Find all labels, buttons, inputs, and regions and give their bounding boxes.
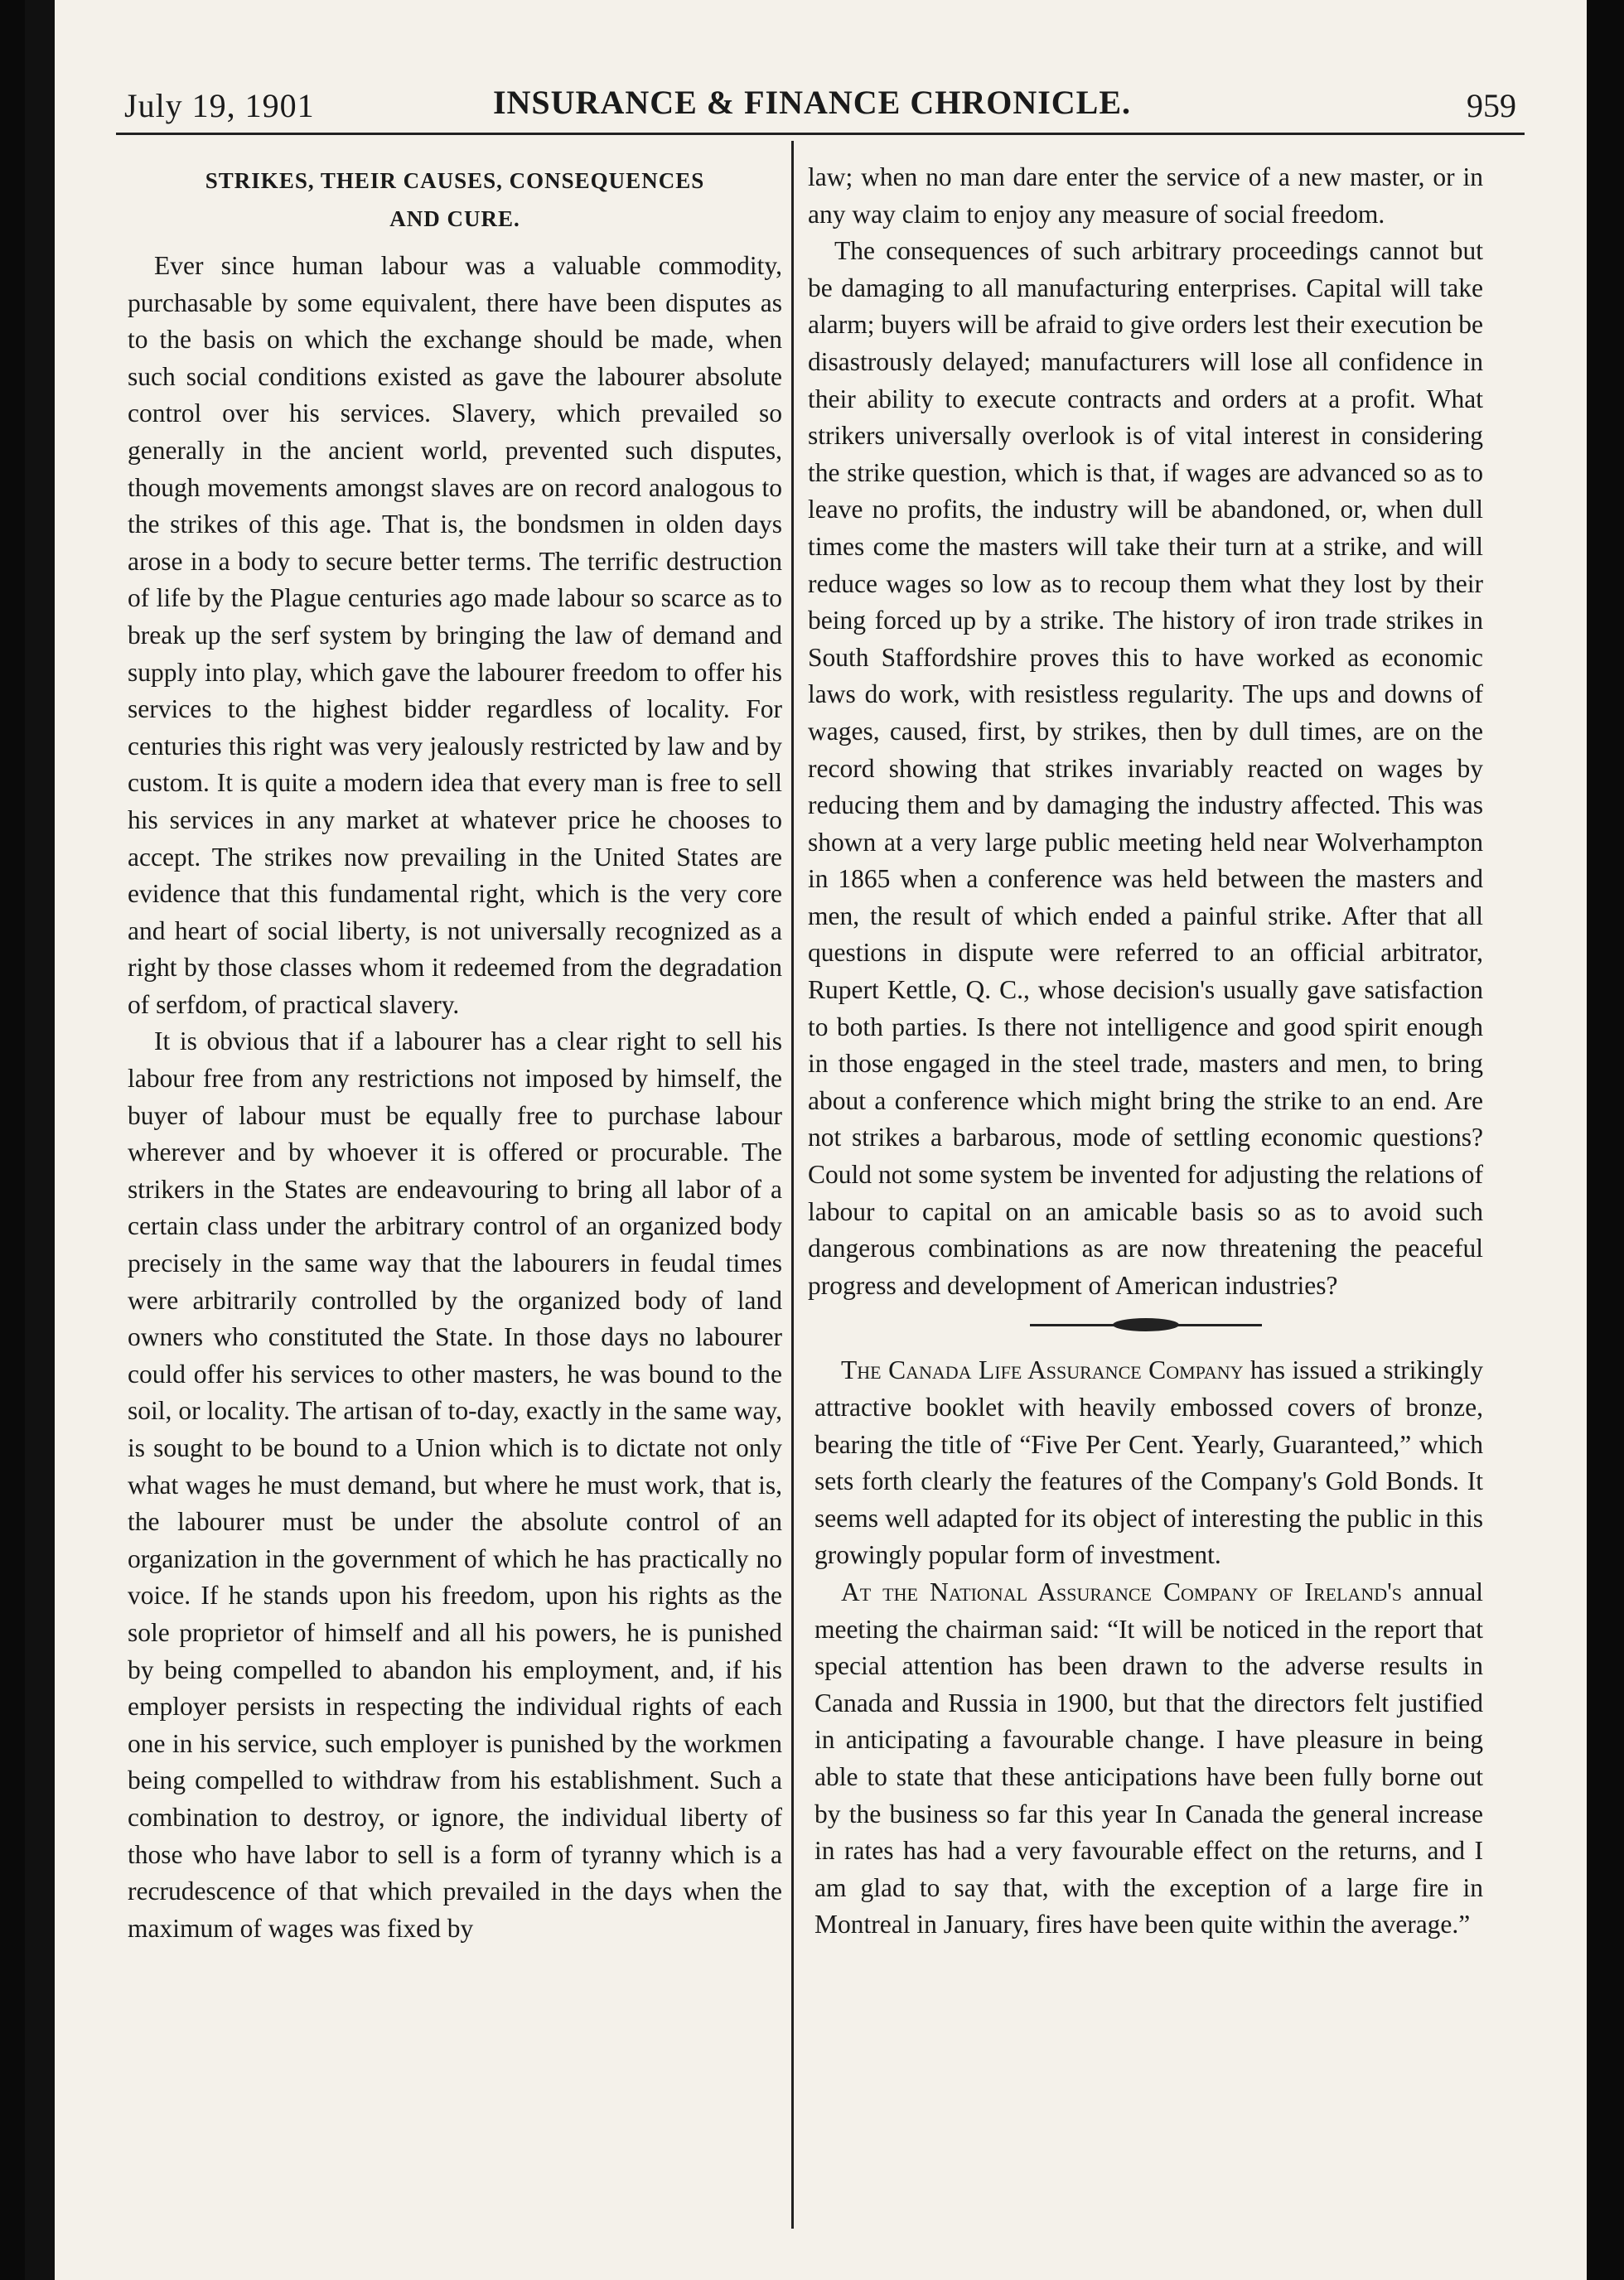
note-1-text: has issued a strikingly attractive booklet with heavily embossed covers of bronze, bearing the title of “Five Per Cent. Yearly, Guaranteed,” which sets forth clearly the features of the Company's Gold Bonds. It seems well adapted for its object of interesting the public in this growingly popular form of investment. bbox=[814, 1355, 1483, 1570]
right-column bbox=[808, 159, 1483, 1944]
publication-title: INSURANCE & FINANCE CHRONICLE. bbox=[492, 84, 1132, 121]
article-paragraph-1: Ever since human labour was a valuable commodity, purchasable by some equivalent, there have been disputes as to the basis on which the exchange should be made, when such social conditions existed as gave the labourer absolute control over his services. Slavery, which prevailed so generally in the ancient world, prevented such disputes, though movements amongst slaves are on record analogous to the strikes of this age. That is, the bondsmen in olden days arose in a body to secure better terms. The terrific destruction of life by the Plague centuries ago made labour so scarce as to break up the serf system by bringing the law of demand and supply into play, which gave the labourer freedom to offer his services to the highest bidder regardless of locality. For centuries this right was very jealously restricted by law and by custom. It is quite a modern idea that every man is free to sell his services in any market at whatever price he chooses to accept. The strikes now prevailing in the United States are evidence that this fundamental right, which is the very core and heart of social liberty, is not universally recognized as a right by those classes whom it redeemed from the degradation of serfdom, of practical slavery. bbox=[128, 251, 782, 1019]
left-column bbox=[128, 162, 782, 1947]
headline-line-2: AND CURE. bbox=[389, 206, 520, 231]
note-1-lead: The Canada Life Assurance Company bbox=[841, 1355, 1244, 1385]
page-header bbox=[91, 83, 1533, 133]
header-rule bbox=[116, 133, 1525, 135]
article-headline bbox=[128, 162, 782, 238]
page-binding-edge bbox=[25, 0, 55, 2280]
headline-line-1: STRIKES, THEIR CAUSES, CONSEQUENCES bbox=[205, 168, 705, 193]
article-paragraph-3: The consequences of such arbitrary proceedings cannot but be damaging to all manufacturing enterprises. Capital will take alarm; buyers will be afraid to give orders lest their execution be disastrously delayed; manufacturers will lose all confidence in their ability to execute contracts and orders at a profit. What strikers universally overlook is of vital interest in considering the strike question, which is that, if wages are advanced so as to leave no profits, the industry will be abandoned, or, when dull times come the masters will take their turn at a strike, and will reduce wages so low as to recoup them what they lost by their being forced up by a strike. The history of iron trade strikes in South Staffordshire proves this to have worked as economic laws do work, with resistless regularity. The ups and downs of wages, caused, first, by strikes, then by dull times, are on the record showing that strikes invariably reacted on wages by reducing them and by damaging the industry affected. This was shown at a very large public meeting held near Wolverhampton in 1865 when a conference was held between the masters and men, the result of which ended a painful strike. After that all questions in dispute were referred to an official arbitrator, Rupert Kettle, Q. C., whose decision's usually gave satisfaction to both parties. Is there not intelligence and good spirit enough in those engaged in the steel trade, masters and men, to bring about a conference which might bring the strike to an end. Are not strikes a barbarous, mode of settling economic questions? Could not some system be invented for adjusting the relations of labour to capital on an amicable basis so as to avoid such dangerous combinations as are now threatening the peaceful progress and development of American industries? bbox=[808, 236, 1483, 1300]
article-paragraph-2: It is obvious that if a labourer has a clear right to sell his labour free from any restrictions not imposed by himself, the buyer of labour must be equally free to purchase labour wherever and by whoever it is offered or procurable. The strikers in the States are endeavouring to bring all labor of a certain class under the arbitrary control of an organized body precisely in the same way that the labourers in feudal times were arbitrarily controlled by the organized body of land owners who constituted the State. In those days no labourer could offer his services to other masters, he was bound to the soil, or locality. The artisan of to-day, exactly in the same way, is sought to be bound to a Union which is to dictate not only what wages he must demand, but where he must work, that is, the labourer must be under the absolute control of an organization in the government of which he has practically no voice. If he stands upon his freedom, upon his rights as the sole proprietor of himself and all his powers, he is punished by being compelled to abandon his employment, and, if his employer persists in respecting the individual rights of each one in his service, such employer is punished by the workmen being compelled to withdraw from his establishment. Such a combination to destroy, or ignore, the individual liberty of those who have labor to sell is a form of tyranny which is a recrudescence of that which prevailed in the days when the maximum of wages was fixed by bbox=[128, 1026, 782, 1943]
column-divider bbox=[791, 141, 794, 2229]
newspaper-page bbox=[25, 0, 1587, 2280]
note-canada-life bbox=[814, 1352, 1483, 1574]
news-notes bbox=[808, 1352, 1483, 1944]
note-2-lead: At the National Assurance Company of Ireland's bbox=[841, 1577, 1403, 1606]
note-national-assurance bbox=[814, 1574, 1483, 1944]
note-2-text: annual meeting the chairman said: “It will be noticed in the report that special attention has been drawn to the adverse results in Canada and Russia in 1900, but that the directors felt justified in anticipating a favourable change. I have pleasure in being able to state that these anticipations have been fully borne out by the business so far this year In Canada the general increase in rates has had a very favourable effect on the returns, and I am glad to say that, with the exception of a large fire in Montreal in January, fires have been quite within the average.” bbox=[814, 1577, 1483, 1939]
article-paragraph-2-continued: law; when no man dare enter the service of a new master, or in any way claim to enjoy any measure of social freedom. bbox=[808, 162, 1483, 229]
page-number: 959 bbox=[1467, 87, 1516, 124]
section-divider-ornament bbox=[1030, 1316, 1262, 1334]
issue-date: July 19, 1901 bbox=[124, 87, 315, 124]
